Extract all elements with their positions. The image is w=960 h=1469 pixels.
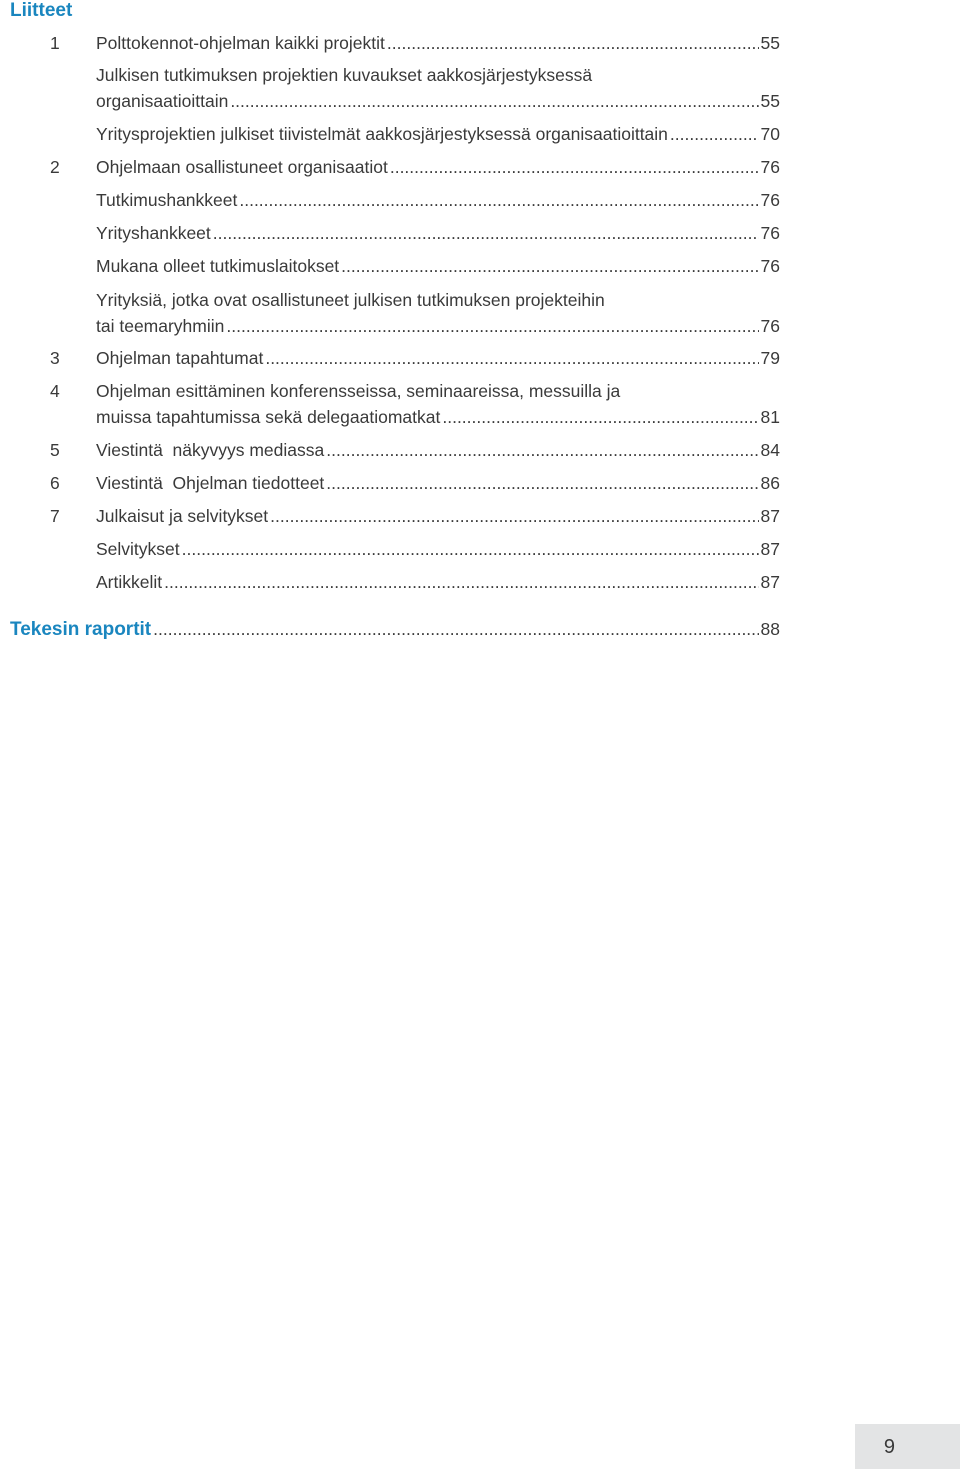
toc-entry-page: 76 (760, 223, 780, 243)
toc-final-page: 88 (760, 619, 780, 639)
toc-entry-page: 84 (760, 440, 780, 460)
toc-entry-text: Viestintä Ohjelman tiedotteet (96, 473, 325, 493)
toc-entry-page: 79 (760, 348, 780, 368)
toc-entry-page: 70 (760, 124, 780, 144)
page-number: 9 (883, 1436, 895, 1458)
toc-entry[interactable] (0, 538, 960, 571)
toc-entry-page: 55 (760, 33, 780, 53)
toc-entry[interactable] (0, 472, 960, 505)
toc-entry-text: tai teemaryhmiin (96, 316, 225, 336)
toc-entry-page: 76 (760, 256, 780, 276)
dot-leader (341, 255, 758, 277)
toc-entry[interactable] (0, 255, 960, 288)
toc-entry-text: Artikkelit (96, 572, 163, 592)
toc-entry-page: 87 (760, 572, 780, 592)
toc-final-entry[interactable] (10, 618, 780, 641)
toc-entry[interactable] (0, 406, 960, 439)
toc-entry[interactable] (0, 505, 960, 538)
toc-entry-text: Yrityksiä, jotka ovat osallistuneet julkisen tutkimuksen projekteihin (96, 290, 605, 310)
toc-entry-text: organisaatioittain (96, 91, 229, 111)
dot-leader (390, 156, 759, 178)
toc-entry-text: Polttokennot-ohjelman kaikki projektit (96, 33, 385, 53)
toc-entry-page: 81 (760, 407, 780, 427)
toc-entry-text: Selvitykset (96, 539, 180, 559)
toc-entry-number: 1 (50, 33, 60, 53)
toc-entry[interactable] (0, 156, 960, 189)
toc-entry-text: Julkisen tutkimuksen projektien kuvaukset aakkosjärjestyksessä (96, 65, 593, 85)
toc-entry[interactable] (0, 347, 960, 380)
toc-entry-text: Ohjelman esittäminen konferensseissa, seminaareissa, messuilla ja (96, 381, 621, 401)
toc-entry-text: Viestintä näkyvyys mediassa (96, 440, 325, 460)
toc-entry-number: 7 (50, 506, 60, 526)
dot-leader (265, 347, 758, 369)
dot-leader (153, 618, 758, 640)
toc-entry[interactable] (0, 90, 960, 123)
toc-entry-page: 87 (760, 506, 780, 526)
toc-entry-text: Tutkimushankkeet (96, 190, 238, 210)
toc-entry[interactable] (0, 439, 960, 472)
toc-entry-page: 76 (760, 190, 780, 210)
toc-entry[interactable] (0, 222, 960, 255)
dot-leader (226, 315, 758, 337)
dot-leader (387, 32, 759, 54)
toc-entry-text: Ohjelmaan osallistuneet organisaatiot (96, 157, 388, 177)
toc-entry-page: 76 (760, 157, 780, 177)
toc-entry-text: Mukana olleet tutkimuslaitokset (96, 256, 340, 276)
toc-entry-number: 4 (50, 381, 60, 401)
dot-leader (213, 222, 759, 244)
toc-entry-page: 76 (760, 316, 780, 336)
toc-entry-text: Julkaisut ja selvitykset (96, 506, 269, 526)
dot-leader (164, 571, 758, 593)
toc-final-text: Tekesin raportit (10, 619, 152, 640)
section-heading: Liitteet (10, 0, 73, 21)
toc-entry[interactable] (0, 123, 960, 156)
toc-entry-page: 86 (760, 473, 780, 493)
toc-entry[interactable] (0, 315, 960, 348)
page-number-box (855, 1424, 960, 1469)
toc-entry[interactable] (0, 571, 960, 604)
dot-leader (182, 538, 759, 560)
toc-entry-number: 5 (50, 440, 60, 460)
toc-entry-text: Yritysprojektien julkiset tiivistelmät aakkosjärjestyksessä organisaatioittain (96, 124, 668, 144)
toc-entry-number: 2 (50, 157, 60, 177)
toc-entry[interactable] (0, 189, 960, 222)
toc-entry-number: 6 (50, 473, 60, 493)
dot-leader (270, 505, 758, 527)
toc-entry-text: Ohjelman tapahtumat (96, 348, 264, 368)
dot-leader (670, 123, 759, 145)
dot-leader (230, 90, 758, 112)
toc-entry-page: 87 (760, 539, 780, 559)
dot-leader (442, 406, 758, 428)
toc-entry-text: Yrityshankkeet (96, 223, 211, 243)
dot-leader (326, 439, 758, 461)
dot-leader (239, 189, 758, 211)
toc-entry-text: muissa tapahtumissa sekä delegaatiomatkat (96, 407, 441, 427)
dot-leader (326, 472, 758, 494)
toc-entry[interactable] (0, 32, 960, 65)
toc-entry-page: 55 (760, 91, 780, 111)
toc-entry-number: 3 (50, 348, 60, 368)
